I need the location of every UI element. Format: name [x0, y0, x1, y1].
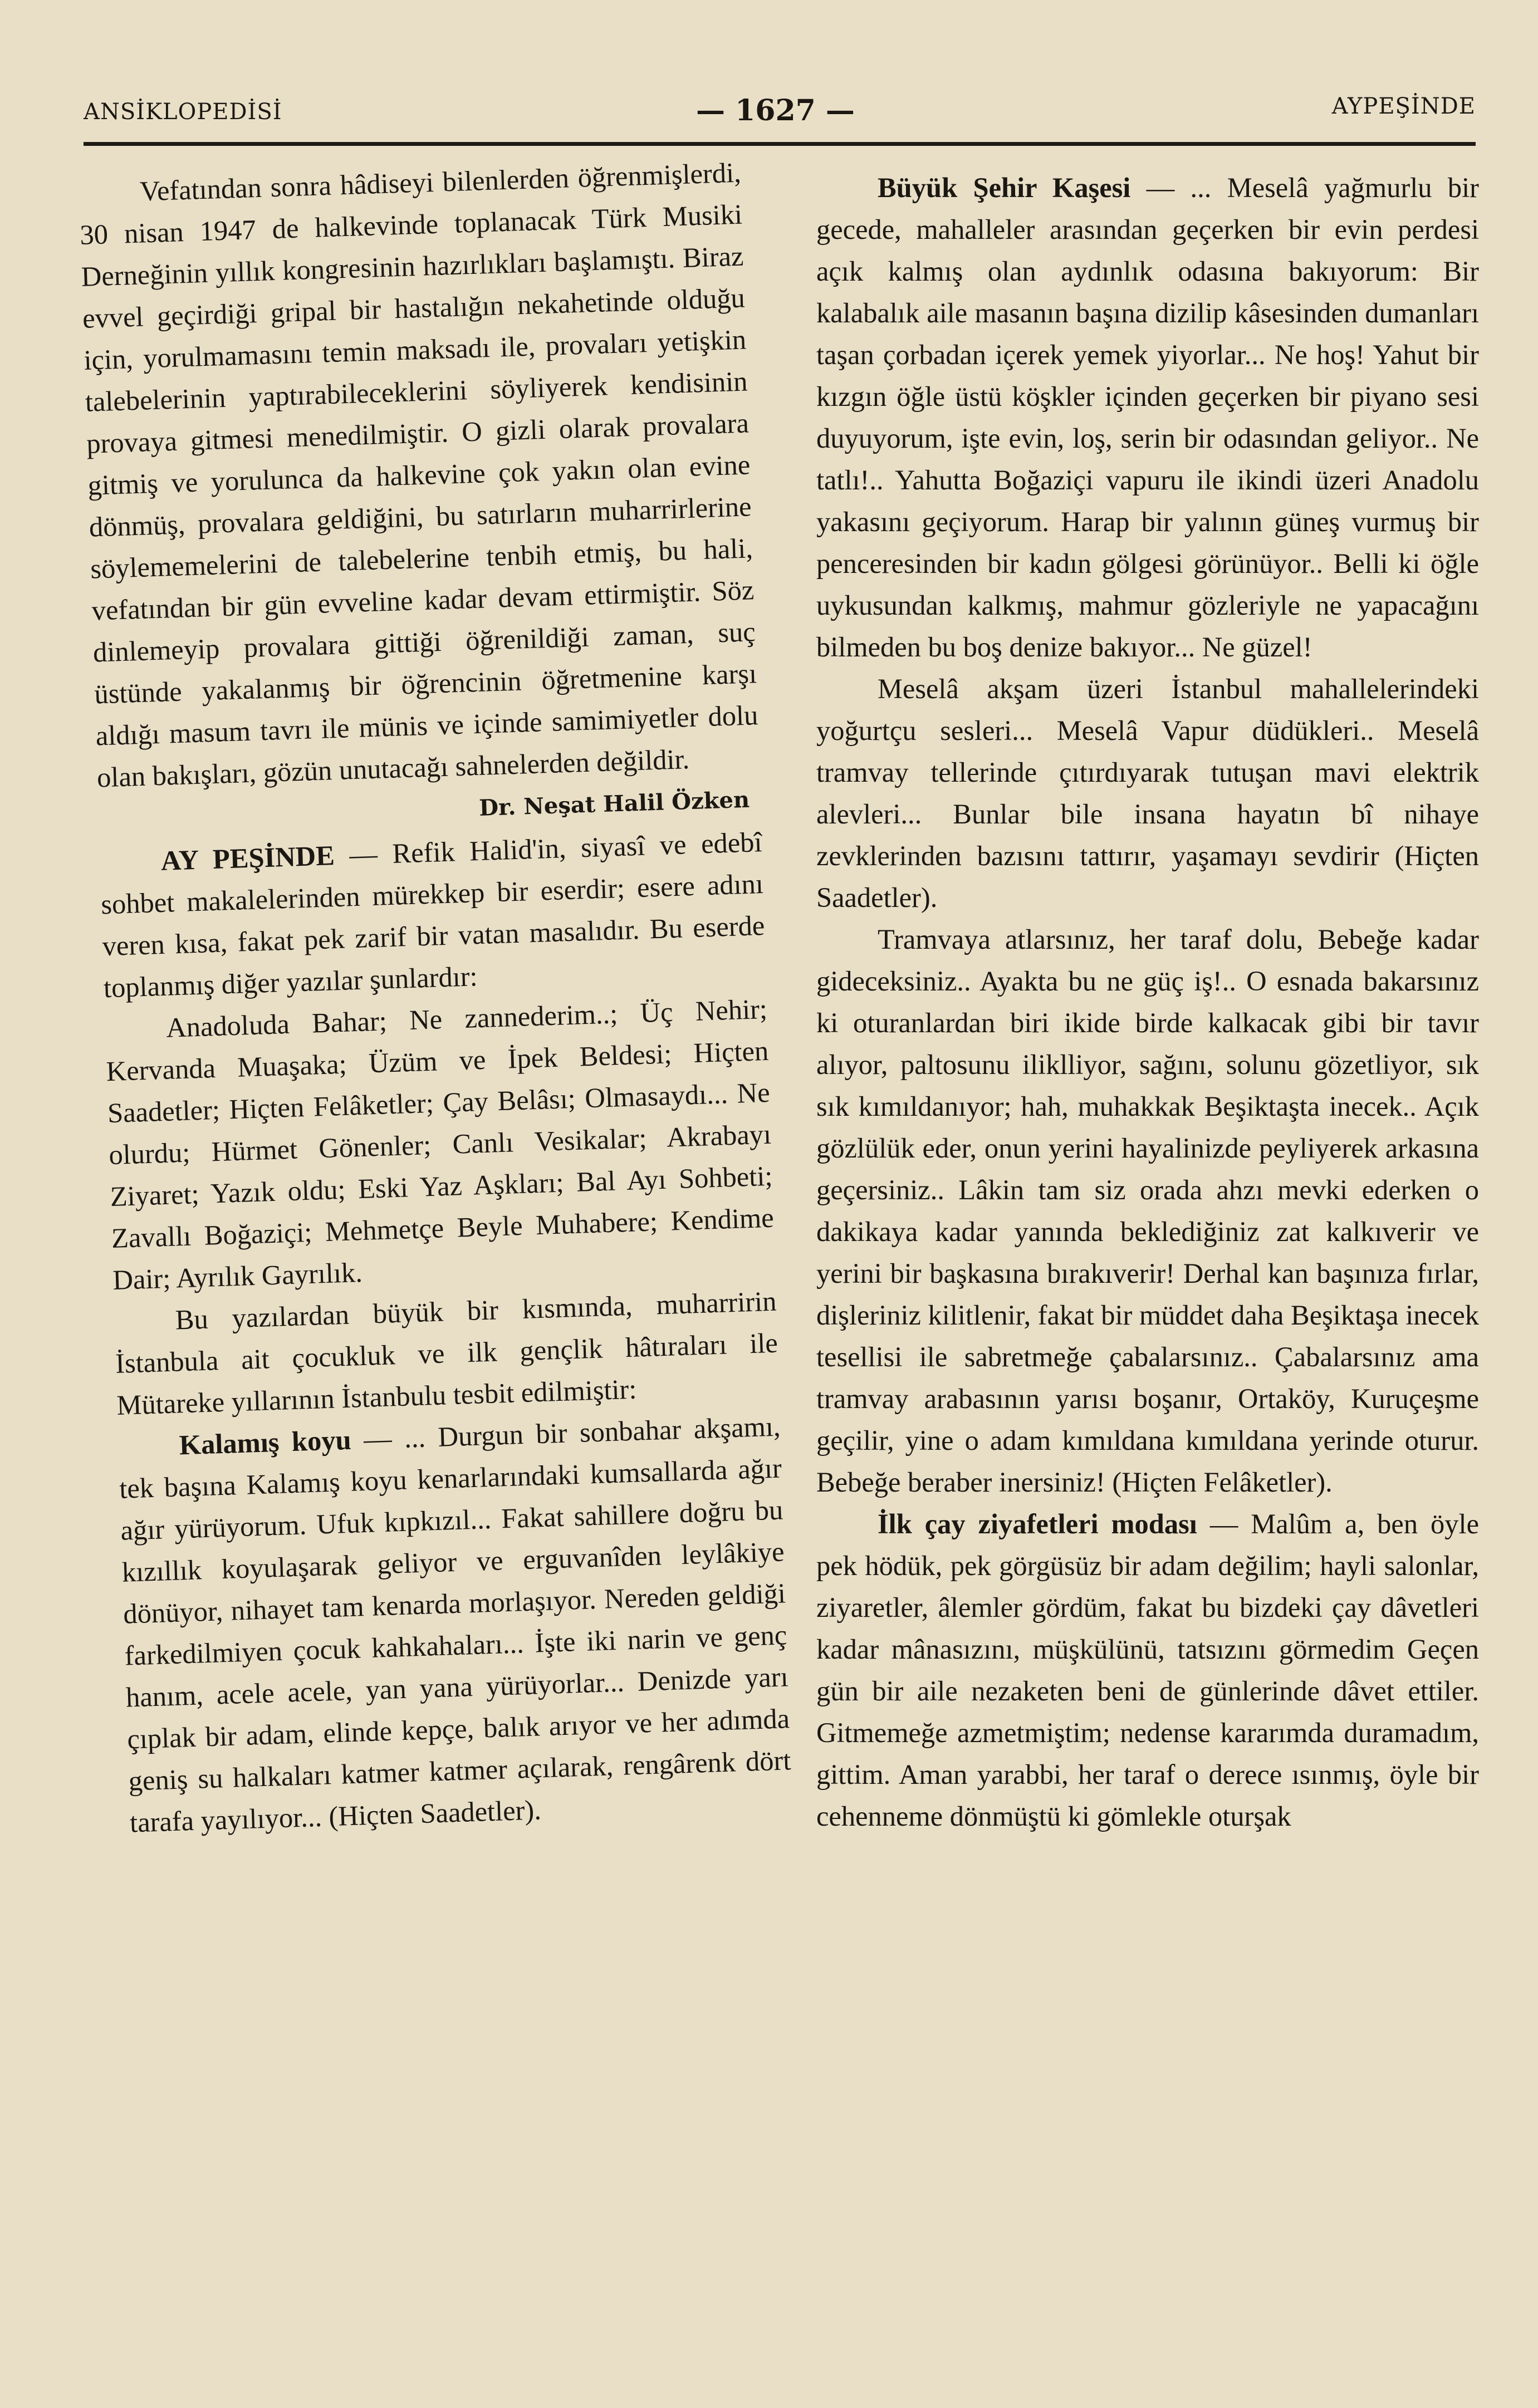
entry-paragraph — [99, 821, 767, 1009]
header-left-title: ANSİKLOPEDİSİ — [84, 99, 282, 125]
excerpt-paragraph — [816, 167, 1479, 668]
excerpt-title: Kalamış koyu — [178, 1424, 352, 1461]
excerpt-title: İlk çay ziyafetleri modası — [878, 1508, 1197, 1539]
works-list: Anadoluda Bahar; Ne zannederim..; Üç Nehir; Kervanda Muaşaka; Üzüm ve İpek Beldesi; Hiçten Saadetler; Hiçten Felâketler; Çay Belâsı; Olmasaydı... Ne olurdu; Hürmet Gönenler; Canlı Vesikalar; Akrabayı Ziyaret; Yazık oldu; Eski Yaz Aşkları; Bal Ayı Sohbeti; Zavallı Boğaziçi; Mehmetçe Beyle Muhabere; Kendime Dair; Ayrılık Gayrılık. — [105, 993, 775, 1296]
excerpt-text: — Malûm a, ben öyle pek hödük, pek görgüsüz bir adam değilim; hayli salonlar, ziyaretler, âlemler gördüm, fakat bu bizdeki çay dâvetleri kadar mânasızını, müşkülünü, tatsızını görmedim Geçen gün bir aile nezaketen beni de günlerinde dâvet ettiler. Gitmemeğe azmetmiştim; nedense kararımda duramadım, gittim. Aman yarabbi, her taraf o derece ısınmış, öyle bir cehenneme dönmüştü ki gömlekle oturşak — [816, 1508, 1480, 1832]
author-signature: Dr. Neşat Halil Özken — [478, 786, 750, 821]
excerpt-paragraph — [816, 1503, 1479, 1837]
excerpt-text: — ... Meselâ yağmurlu bir gecede, mahalleler arasından geçerken bir evin perdesi açık kalmış olan aydınlık odasına bakıyorum: Bir kalabalık aile masanın başına dizilip kâsesinden dumanları taşan çorbadan içerek yemek yiyorlar... Ne hoş! Yahut bir kızgın öğle üstü köşkler içinden geçerken bir piyano sesi duyuyorum, işte evin, loş, serin bir odasından geliyor.. Ne tatlı!.. Yahutta Boğaziçi vapuru ile ikindi üzeri Anadolu yakasını geçiyorum. Harap bir yalının güneş vurmuş bir penceresinden bir kadın gölgesi görünüyor.. Belli ki öğle uykusundan kalkmış, mahmur gözleriyle ne yapacağını bilmeden bu boş denize bakıyor... Ne güzel! — [816, 172, 1480, 663]
running-header — [84, 94, 1476, 138]
left-column — [78, 152, 793, 1844]
right-column — [816, 167, 1479, 1837]
entry-text: — Refik Halid'in, siyasî ve edebî sohbet makalelerinden mürekkep bir eserdir; esere adını veren kısa, fakat pek zarif bir vatan masalıdır. Bu eserde toplanmış diğer yazılar şunlardır: — [100, 826, 765, 1004]
excerpt-text: — ... Durgun bir sonbahar akşamı, tek başına Kalamış koyu kenarlarındaki kumsallarda ağır ağır yürüyorum. Ufuk kıpkızıl... Fakat sahillere doğru bu kızıllık koyulaşarak geliyor ve erguvanîden leylâkiye dönüyor, nihayet tam kenarda morlaşıyor. Nereden geldiği farkedilmiyen çocuk kahkahaları... İşte iki narin ve genç hanım, acele acele, yan yana yürüyorlar... Denizde yarı çıplak bir adam, elinde kepçe, balık arıyor ve her adımda geniş su halkaları katmer katmer açılarak, rengârenk dört tarafa yayılıyor... (Hiçten Saadetler). — [119, 1410, 792, 1838]
header-rule — [84, 142, 1476, 146]
paragraph: Meselâ akşam üzeri İstanbul mahallelerindeki yoğurtçu sesleri... Meselâ Vapur düdükleri.. Meselâ tramvay tellerinde çıtırdıyarak tutuşan mavi elektrik alevleri... Bunlar bile insana hayatın bî nihaye zevklerinden bazısını tattırır, yaşamayı sevdirir (Hiçten Saadetler). — [816, 673, 1479, 913]
paragraph: Vefatından sonra hâdiseyi bilenlerden öğrenmişlerdi, 30 nisan 1947 de halkevinde toplanacak Türk Musiki Derneğinin yıllık kongresinin hazırlıkları başlamıştı. Biraz evvel geçirdiği gripal bir hastalığın nekahetinde olduğu için, yorulmamasını temin maksadı ile, provaları yetişkin talebelerinin yaptırabileceklerini söyliyerek kendisinin provaya gitmesi menedilmiştir. O gizli olarak provalara gitmiş ve yorulunca da halkevine çok yakın olan evine dönmüş, provalara geldiğini, bu satırların muharrirlerine söylememelerini de talebelerine tenbih etmiş, bu hali, vefatından bir gün evveline kadar devam ettirmiştir. Söz dinlemeyip provalara gittiği öğrenildiği zaman, suç üstünde yakalanmış bir öğrencinin öğretmenine karşı aldığı masum tavrı ile münis ve içinde samimiyetler dolu olan bakışları, gözün unutacağı sahnelerden değildir. — [79, 156, 759, 793]
paragraph: Tramvaya atlarsınız, her taraf dolu, Bebeğe kadar gideceksiniz.. Ayakta bu ne güç iş!.. O esnada bakarsınız ki oturanlardan biri ikide birde kalkacak gibi bir tavır alıyor, paltosunu iliklliyor, sağını, solunu gözetliyor, sık sık kımıldanıyor; hah, muhakkak Beşiktaşta inecek.. Açık gözlülük eder, onun yerini hayalinizde peyliyerek arkasına geçersiniz.. Lâkin tam siz orada ahzı mevki ederken o dakikaya kadar yanında beklediğiniz zat kalkıverir ve yerini bir başkasına bırakıverir! Derhal kan başınıza fırlar, dişleriniz kilitlenir, fakat bir müddet daha Beşiktaşa inecek tesellisi ile sabretmeğe çabalarsınız.. Çabalarsınız ama tramvay arabasının yarısı boşanır, Ortaköy, Kuruçeşme geçilir, yine o adam kımıldana kımıldana yerinde oturur. Bebeğe beraber inersiniz! (Hiçten Felâketler). — [816, 924, 1479, 1498]
header-right-title: AYPEŞİNDE — [1331, 94, 1476, 119]
page-number: — 1627 — — [696, 94, 855, 127]
excerpt-title: Büyük Şehir Kaşesi — [878, 172, 1131, 203]
paragraph: Bu yazılardan büyük bir kısmında, muharririn İstanbula ait çocukluk ve ilk gençlik hâtıraları ile Mütareke yıllarının İstanbulu tesbit edilmiştir: — [115, 1285, 778, 1421]
entry-title: AY PEŞİNDE — [160, 840, 335, 876]
excerpt-paragraph — [117, 1406, 793, 1844]
